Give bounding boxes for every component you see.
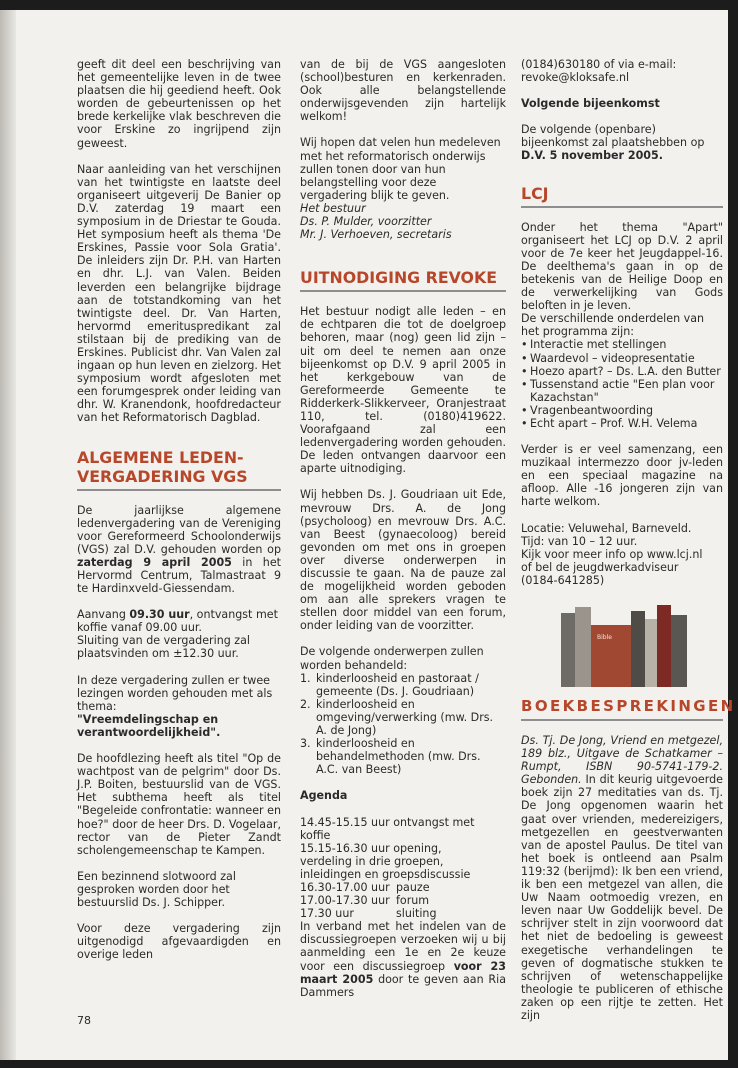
vgs-paragraph-continued: van de bij de VGS aangesloten (school)besturen en kerkenraden. Ook alle belangstellende onderwijsgevenden zijn hartelijk welkom! [300,58,506,124]
lcj-website: Kijk voor meer info op www.lcj.nl [521,547,703,561]
lcj-program-list [521,338,723,430]
column-left [77,58,281,974]
signature-bestuur: Het bestuur [300,201,366,215]
heading-revoke: UITNODIGING REVOKE [300,268,506,292]
lcj-paragraph-programma: De verschillende onderdelen van het programma zijn: [521,312,705,339]
page [0,10,736,1060]
heading-lcj: LCJ [521,184,723,208]
revoke-topic-list [300,672,506,777]
lcj-phone: (0184-641285) [521,573,605,587]
revoke-paragraph-2: Wij hebben Ds. J. Goudriaan uit Ede, mevrouw Drs. A. de Jong (psycholoog) en mevrouw Drs. A.C. van Beest (gynaecoloog) bereid gevonden om met ons in groepen over diverse onderwerpen in discussie te gaan. Na de pauze zal de mogelijkheid worden geboden om aan alle sprekers vragen te stellen door middel van een forum, onder leiding van de voorzitter. [300,488,506,633]
vgs-paragraph-lezingen: In deze vergadering zullen er twee lezingen worden gehouden met als thema: [77,673,273,713]
book-spine [561,613,575,687]
heading-boekbesprekingen: BOEKBESPREKINGEN [521,697,723,721]
list-item: • Waardevol – videopresentatie [521,352,723,365]
list-item: 3. kinderloosheid en behandelmethoden (mw. Drs. A.C. van Beest) [300,737,481,777]
erskine-paragraph-2: Naar aanleiding van het verschijnen van het twintigste en laatste deel organiseert uitgeverij De Banier op D.V. zaterdag 19 maart een symposium in de Driestar te Gouda. Het symposium heeft als thema 'De Erskines, Passie voor Sola Gratia'. De inleiders zijn Dr. P.H. van Harten en dhr. L.J. van Valen. Beiden leverden een belangrijke bijdrage aan de totstandkoming van het twintigste deel. Dr. Van Harten, hervormd emerituspredikant zal stilstaan bij de prediking van de Erskines. Publicist dhr. Van Valen zal ingaan op hun leven en zielzorg. Het symposium wordt afgesloten met een forumgesprek onder leiding van dhr. W. Kranendonk, hoofdredacteur van het Reformatorisch Dagblad. [77,162,281,425]
vgs-paragraph-aanvang: Aanvang 09.30 uur, ontvangst met koffie vanaf 09.00 uur. [77,608,278,635]
list-item: • Vragenbeantwoording [521,404,723,417]
book-spine [575,607,591,687]
lcj-phone-label: of bel de jeugdwerkadviseur [521,560,679,574]
page-spine-shadow [0,10,16,1060]
vgs-paragraph-slotwoord: Een bezinnend slotwoord zal gesproken worden door het bestuurslid Ds. J. Schipper. [77,869,236,909]
lcj-time: Tijd: van 10 – 12 uur. [521,534,638,548]
agenda-row: 16.30-17.00 uur pauze [300,880,430,894]
column-right [521,58,736,1035]
agenda-line-2: 15.15-16.30 uur opening, [300,841,442,855]
agenda-row: 17.00-17.30 uur forum [300,894,430,908]
list-item: 2. kinderloosheid en omgeving/verwerking (mw. Drs. A. de Jong) [300,697,494,738]
agenda-title: Agenda [300,789,348,803]
revoke-contact: (0184)630180 of via e-mail: revoke@kloksafe.nl [521,58,677,85]
book-review-paragraph: Ds. Tj. De Jong, Vriend en metgezel, 189 blz., Uitgave de Schatkamer – Rumpt, ISBN 90-5741-179-2. Gebonden. In dit keurig uitgevoerde boek zijn 27 meditaties van ds. Tj. De Jong opgenomen waarin het gaat over vrienden, medereizigers, metgezellen en geestverwanten van de apostel Paulus. De titel van het boek is ontleend aan Psalm 119:32 (berijmd): Ik ben een vriend, ik ben een metgezel van allen, die Uw Naam ootmoedig vrezen, en leven naar Uw Goddelijk bevel. De schrijver stelt in zijn voorwoord dat het niet de bedoeling is geweest exegetische verhandelingen te geven of dogmatische stukken te schrijven of wetenschappelijke theologie te publiceren of ethische zaken op een rijtje te zetten. Het zijn [521,734,723,1022]
list-item: • Interactie met stellingen [521,338,723,351]
subheading-volgende-bijeenkomst: Volgende bijeenkomst [521,97,660,111]
vgs-paragraph-1: De jaarlijkse algemene ledenvergadering van de Vereniging voor Gereformeerd Schoolonderwijs (VGS) zal D.V. gehouden worden op zaterdag 9 april 2005 in het Hervormd Centrum, Talmastraat 9 te Hardinxveld-Giessendam. [77,503,282,596]
agenda-line-1: 14.45-15.15 uur ontvangst met koffie [300,815,475,842]
lcj-paragraph-verder: Verder is er veel samenzang, een muzikaal intermezzo door jv-leden en een speciaal magazine na afloop. Alle -16 jongeren zijn van harte welkom. [521,443,723,509]
lcj-paragraph-1: Onder het thema "Apart" organiseert het LCJ op D.V. 2 april voor de 7e keer het Jeugdappel-16. De deelthema's gaan in op de betekenis van de Heilige Doop en de verwerkelijking van Gods beloften in je leven. [521,220,723,313]
agenda-row: 17.30 uur sluiting [300,907,437,921]
books-illustration [561,605,691,687]
agenda-line-3: verdeling in drie groepen, inleidingen en groepsdiscussie [300,854,471,881]
book-spine [645,619,657,687]
vgs-paragraph-hoofdlezing: De hoofdlezing heeft als titel "Op de wachtpost van de pelgrim" door Ds. J.P. Boiten, bestuurslid van de VGS. Het subthema heeft als titel "Begeleide confrontatie: wanneer en hoe?" door de heer Drs. D. Vogelaar, rector van de Pieter Zandt scholengemeenschap te Kampen. [77,752,281,857]
list-item: • Hoezo apart? – Ds. L.A. den Butter [521,365,723,378]
vgs-paragraph-uitgenodigd: Voor deze vergadering zijn uitgenodigd afgevaardigden en overige leden [77,922,281,962]
vgs-paragraph-sluiting: Sluiting van de vergadering zal plaatsvinden om ±12.30 uur. [77,634,250,661]
vgs-paragraph-hopen: Wij hopen dat velen hun medeleven met het reformatorisch onderwijs zullen tonen door van hun belangstelling voor deze vergadering blijk te geven. [300,136,501,202]
book-spine [657,605,671,687]
vgs-theme: "Vreemdelingschap en verantwoordelijkheid". [77,712,221,739]
revoke-paragraph-1: Het bestuur nodigt alle leden – en de echtparen die tot de doelgroep behoren, maar (nog) geen lid zijn – uit om deel te nemen aan onze bijeenkomst op D.V. 9 april 2005 in het kerkgebouw van de Gereformeerde Gemeente te Ridderkerk-Slikkerveer, Oranjestraat 110, tel. (0180)419622. Voorafgaand zal een ledenvergadering worden gehouden. De leden ontvangen daarvoor een aparte uitnodiging. [300,305,506,476]
signature-voorzitter: Ds. P. Mulder, voorzitter [300,215,432,229]
bible-label: Bible [597,634,612,641]
list-item: 1. kinderloosheid en pastoraat / gemeente (Ds. J. Goudriaan) [300,671,479,698]
revoke-paragraph-onderwerpen: De volgende onderwerpen zullen worden behandeld: [300,645,484,672]
revoke-paragraph-aanmelding: In verband met het indelen van de discussiegroepen verzoeken wij u bij aanmelding een 1e en 2e keuze voor een discussiegroep voor 23 maart 2005 door te geven aan Ria Dammers [300,920,506,999]
heading-ledenvergadering: ALGEMENE LEDEN-VERGADERING VGS [77,448,281,491]
list-item: • Echt apart – Prof. W.H. Velema [521,417,723,430]
lcj-location: Locatie: Veluwehal, Barneveld. [521,521,692,535]
list-item: • Tussenstand actie "Een plan voor Kazachstan" [521,378,723,404]
book-spine [631,611,645,687]
erskine-paragraph-1: geeft dit deel een beschrijving van het gemeentelijke leven in de twee plaatsen die hij geediend heeft. Ook worden de gebeurtenissen op het brede kerkelijke vlak beschreven die voor Erskine zo ingrijpend zijn geweest. [77,58,281,150]
book-spine [671,615,687,687]
page-number: 78 [77,1014,91,1027]
column-middle [300,58,506,1012]
signature-secretaris: Mr. J. Verhoeven, secretaris [300,228,452,242]
revoke-next-meeting: De volgende (openbare) bijeenkomst zal plaatshebben op D.V. 5 november 2005. [521,123,705,163]
